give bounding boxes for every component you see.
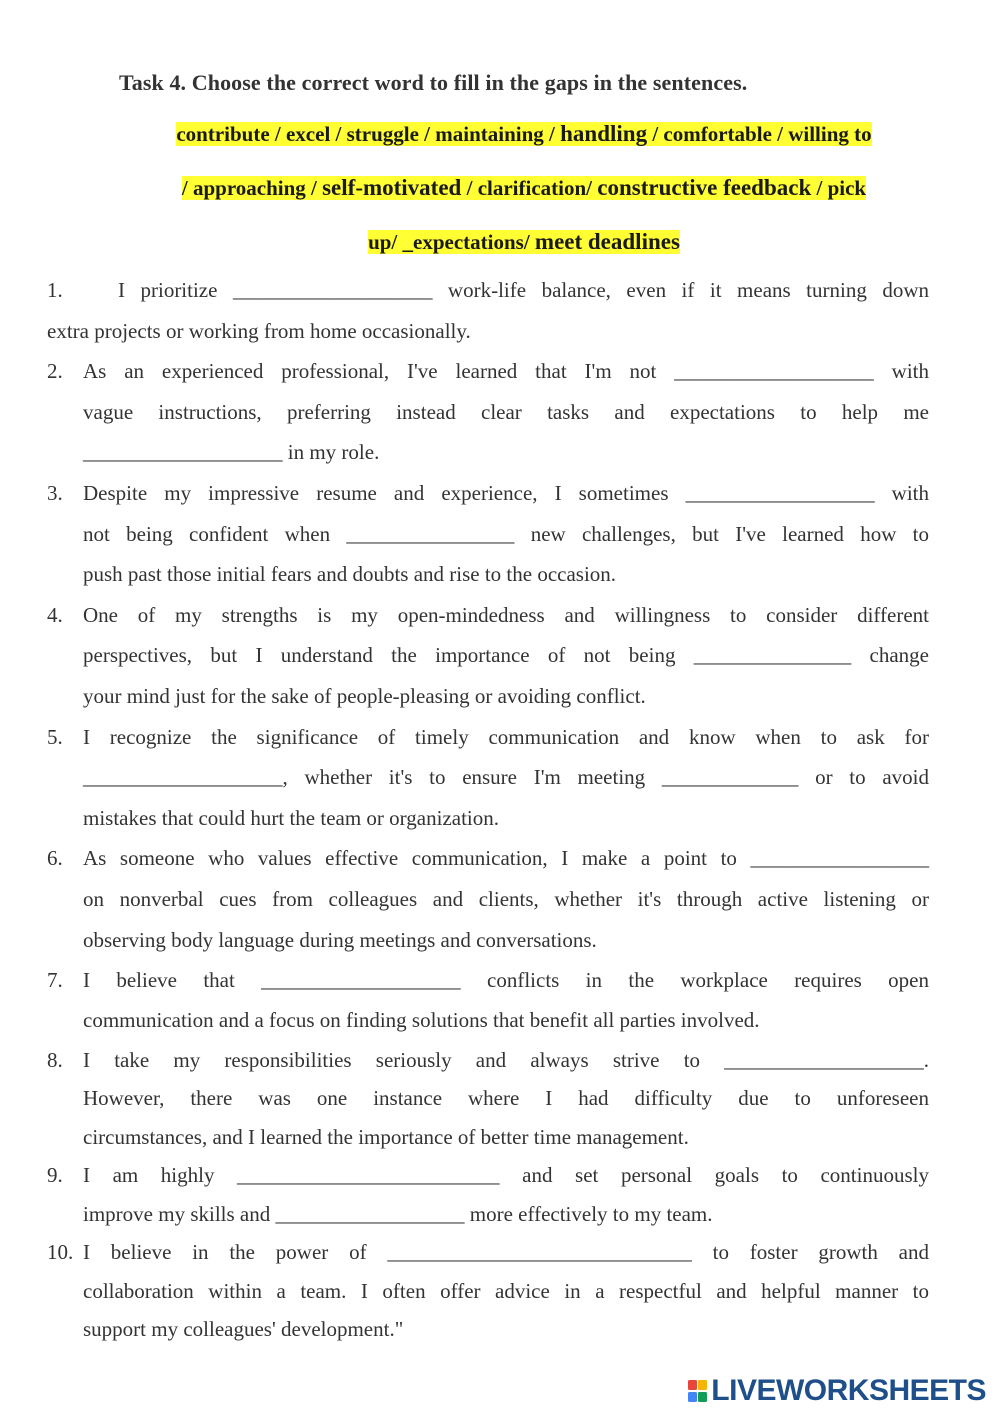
question-line[interactable]: perspectives, but I understand the importance of not being _______________ change xyxy=(83,643,929,668)
question-item xyxy=(47,270,929,351)
question-line[interactable]: improve my skills and __________________ more effectively to my team. xyxy=(83,1201,713,1226)
question-list xyxy=(47,270,929,1349)
question-line: collaboration within a team. I often offer advice in a respectful and helpful manner to xyxy=(83,1278,929,1303)
word-bank-line-3 xyxy=(118,215,930,269)
question-item xyxy=(47,1233,929,1349)
question-number: 4. xyxy=(47,602,63,627)
word-bank-text: contribute / excel / struggle / maintaining / xyxy=(176,122,561,146)
logo-text: LIVEWORKSHEETS xyxy=(711,1374,986,1407)
question-item xyxy=(47,717,929,839)
question-line: support my colleagues' development." xyxy=(83,1317,404,1342)
liveworksheets-logo xyxy=(688,1374,986,1408)
question-line: observing body language during meetings and conversations. xyxy=(83,927,597,952)
question-item xyxy=(47,838,929,960)
question-number: 3. xyxy=(47,480,63,505)
question-item xyxy=(47,595,929,717)
liveworksheets-logo-icon xyxy=(688,1378,708,1404)
question-line: push past those initial fears and doubts and rise to the occasion. xyxy=(83,562,617,587)
question-line: vague instructions, preferring instead clear tasks and expectations to help me xyxy=(83,399,929,424)
word-bank-text: constructive feedback xyxy=(597,175,812,200)
word-bank-text: handling xyxy=(560,121,648,146)
question-line: I recognize the significance of timely communication and know when to ask for xyxy=(83,724,929,749)
question-number: 10. xyxy=(47,1240,74,1265)
question-line: on nonverbal cues from colleagues and clients, whether it's through active listening or xyxy=(83,886,929,911)
word-bank-text: / comfortable / willing to xyxy=(647,122,872,146)
question-line[interactable]: I believe that ___________________ conflicts in the workplace requires open xyxy=(83,968,929,993)
word-bank-text: / approaching / xyxy=(181,176,323,200)
task-title: Task 4. Choose the correct word to fill in the gaps in the sentences. xyxy=(119,70,748,95)
question-item xyxy=(47,473,929,595)
question-line[interactable]: ___________________, whether it's to ensure I'm meeting _____________ or to avoid xyxy=(83,765,929,790)
question-item xyxy=(47,960,929,1039)
question-item xyxy=(47,1041,929,1157)
question-line[interactable]: not being confident when ________________ new challenges, but I've learned how to xyxy=(83,521,929,546)
question-line[interactable]: As an experienced professional, I've learned that I'm not ___________________ with xyxy=(83,359,929,384)
question-line: your mind just for the sake of people-pleasing or avoiding conflict. xyxy=(83,683,646,708)
question-line[interactable]: I take my responsibilities seriously and always strive to ___________________. xyxy=(83,1047,929,1072)
word-bank-text: / pick xyxy=(811,176,867,200)
question-item xyxy=(47,1156,929,1233)
word-bank-text: meet deadlines xyxy=(534,229,680,254)
question-number: 7. xyxy=(47,968,63,993)
question-number: 1. xyxy=(47,278,63,302)
question-number: 2. xyxy=(47,359,63,384)
question-line: communication and a focus on finding solutions that benefit all parties involved. xyxy=(83,1007,760,1032)
word-bank-text: self-motivated xyxy=(322,175,462,200)
question-line[interactable]: As someone who values effective communication, I make a point to _________________ xyxy=(83,846,929,871)
question-line[interactable]: Despite my impressive resume and experience, I sometimes __________________ with xyxy=(83,480,929,505)
word-bank-text: / clarification/ xyxy=(461,176,598,200)
question-line: circumstances, and I learned the importance of better time management. xyxy=(83,1124,689,1149)
word-bank-line-2 xyxy=(118,161,930,215)
question-line: However, there was one instance where I had difficulty due to unforeseen xyxy=(83,1086,929,1111)
word-bank xyxy=(118,107,930,269)
question-number: 5. xyxy=(47,724,63,749)
question-number: 9. xyxy=(47,1163,63,1188)
question-line[interactable]: ___________________ in my role. xyxy=(83,440,380,465)
question-line[interactable]: I believe in the power of _____________________________ to foster growth and xyxy=(83,1240,929,1265)
word-bank-line-1 xyxy=(118,107,930,161)
question-line[interactable]: I am highly _________________________ and set personal goals to continuously xyxy=(83,1163,929,1188)
question-line[interactable]: extra projects or working from home occasionally. xyxy=(47,318,471,343)
question-item xyxy=(47,351,929,473)
question-number: 8. xyxy=(47,1047,63,1072)
question-line[interactable]: I prioritize ___________________ work-life balance, even if it means turning down xyxy=(118,278,929,302)
question-number: 6. xyxy=(47,846,63,871)
word-bank-text: up/ _expectations/ xyxy=(368,230,535,254)
question-line: One of my strengths is my open-mindedness and willingness to consider different xyxy=(83,602,929,627)
question-line: mistakes that could hurt the team or organization. xyxy=(83,805,500,830)
